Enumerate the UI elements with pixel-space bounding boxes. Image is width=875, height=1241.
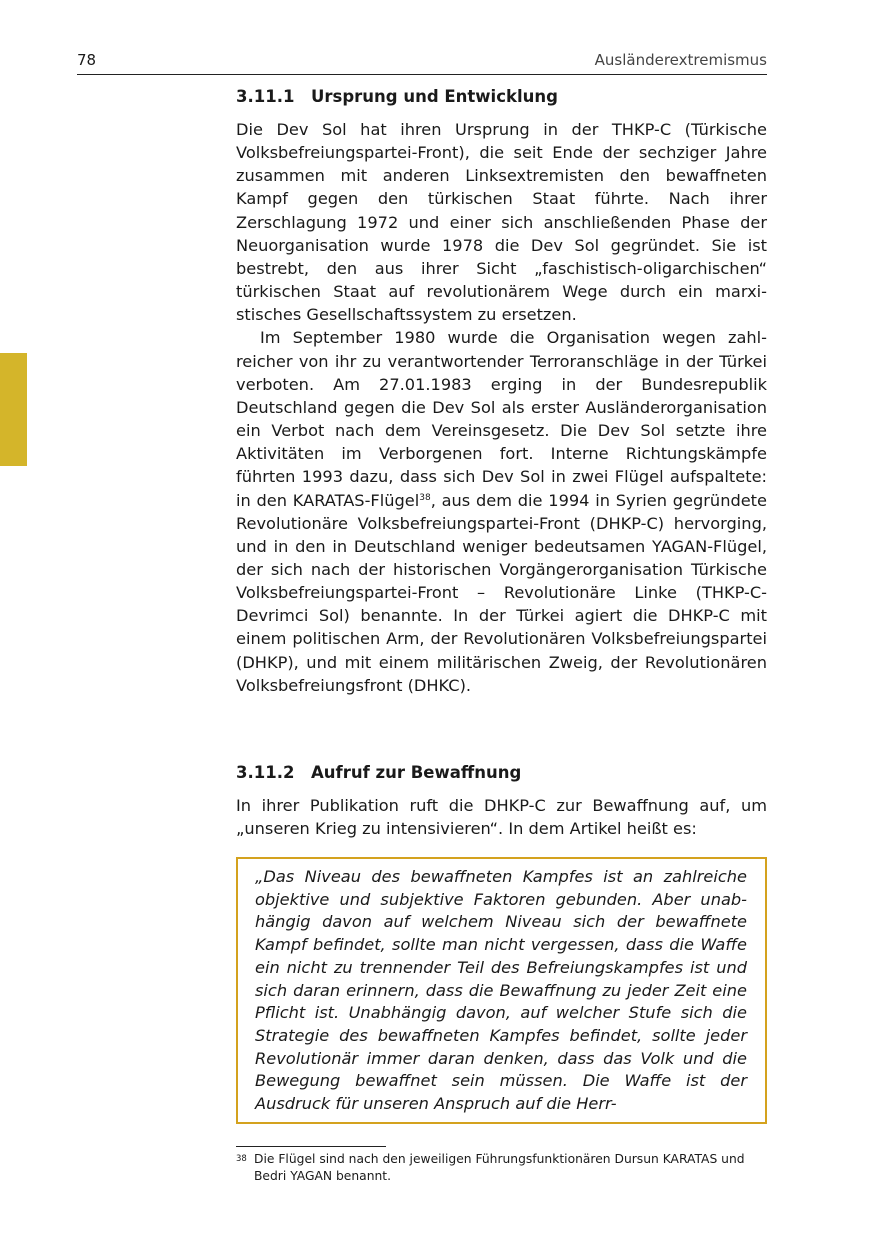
paragraph-ban (236, 326, 767, 697)
footnote-reference[interactable]: 38 (419, 492, 431, 503)
paragraph-origin: Die Dev Sol hat ihren Ursprung in der THKP-C (Türkische Volksbefreiungspartei-Front), die seit Ende der sechziger Jahre zusammen mit anderen Linksextremisten den bewaffneten Kampf gegen den türkischen Staat führte. Nach ihrer Zerschlagung 1972 und einer sich anschließenden Phase der Neuorganisation wurde 1978 die Dev Sol gegründet. Sie ist bestrebt, den aus ihrer Sicht „faschistisch-oligarchischen“ türkischen Staat auf revolutionärem Wege durch ein marxistisches Gesellschaftssystem zu ersetzen. (236, 120, 767, 325)
section-1 (236, 86, 767, 697)
chapter-side-tab (0, 353, 27, 466)
quote-box (236, 857, 767, 1124)
footnote-number: 38 (236, 1154, 247, 1164)
footnote-text: Die Flügel sind nach den jeweiligen Führungsfunktionären Dursun KARATAS und Bedri YAGAN benannt. (254, 1152, 745, 1183)
quote-text: „Das Niveau des bewaffneten Kampfes ist an zahlreiche objektive und subjektive Faktoren gebunden. Aber unabhängig davon auf welchem Niveau sich der bewaffnete Kampf befindet, sollte man nicht vergessen, dass die Waffe ein nicht zu trennender Teil des Befreiungskampfes ist und sich daran erinnern, dass die Bewaffnung zu jeder Zeit eine Pflicht ist. Unabhängig davon, auf welcher Stufe sich die Strategie des bewaffneten Kampfes befindet, sollte jeder Revolutionär immer daran denken, dass das Volk und die Bewegung bewaffnet sein müssen. Die Waffe ist der Ausdruck für unseren Anspruch auf die Herr- (255, 867, 747, 1114)
paragraph-ban-part1: Im September 1980 wurde die Organisation wegen zahlreicher von ihr zu verantwortender Terroranschläge in der Türkei verboten. Am 27.01.1983 erging in der Bundesrepublik Deutschland gegen die Dev Sol als erster Ausländerorganisation ein Verbot nach dem Vereinsgesetz. Die Dev Sol setzte ihre Aktivitäten im Verborgenen fort. Interne Richtungskämpfe führten 1993 dazu, dass sich Dev Sol in zwei Flügel aufspaltete: in den KARATAS-Flügel (236, 328, 767, 510)
section-2 (236, 762, 767, 840)
section-1-body (236, 118, 767, 697)
footnote (236, 1151, 767, 1184)
section-2-body (236, 794, 767, 840)
paragraph-intro: In ihrer Publikation ruft die DHKP-C zur Bewaffnung auf, um „unseren Krieg zu intensivieren“. In dem Artikel heißt es: (236, 796, 767, 839)
section-title: Aufruf zur Bewaffnung (311, 763, 522, 782)
section-title: Ursprung und Entwicklung (311, 87, 558, 106)
section-heading-3-11-1 (236, 86, 767, 108)
page-number: 78 (77, 51, 97, 69)
paragraph-ban-part2: , aus dem die 1994 in Syrien gegründete Revolutionäre Volksbefreiungspartei-Front (DHKP-C) hervorging, und in den in Deutschland weniger bedeutsamen YAGAN-Flügel, der sich nach der historischen Vorgängerorganisation Türkische Volksbefreiungspartei-Front – Revolutionäre Linke (THKP-C-Devrimci Sol) benannte. In der Türkei agiert die DHKP-C mit einem politischen Arm, der Revolutionären Volksbefreiungspartei (DHKP), und mit einem militärischen Zweig, der Revolutionären Volksbefreiungsfront (DHKC). (236, 490, 767, 695)
section-number: 3.11.2 (236, 763, 295, 782)
header-rule (77, 74, 767, 75)
section-heading-3-11-2 (236, 762, 767, 784)
running-title: Ausländerextremismus (594, 51, 767, 69)
footnote-rule (236, 1146, 386, 1147)
section-number: 3.11.1 (236, 87, 295, 106)
